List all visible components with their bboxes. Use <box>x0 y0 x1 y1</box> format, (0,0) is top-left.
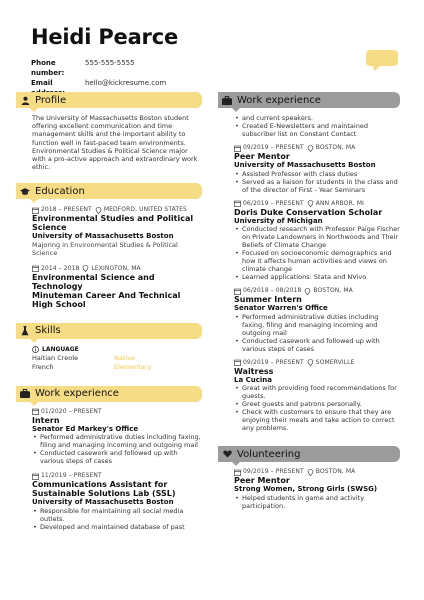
briefcase-icon <box>20 389 30 399</box>
volunteering-header <box>218 446 400 462</box>
entry-org: University of Massachusetts Boston <box>32 232 174 241</box>
entry-location: BOSTON, MA <box>315 468 356 475</box>
entry-date: 2018 – PRESENT <box>41 206 92 214</box>
language-row <box>16 354 202 363</box>
entry-location: LEXINGTON, MA <box>91 264 141 272</box>
work-experience-header <box>218 92 400 108</box>
bullet-item: • Developed and maintained database of past <box>32 523 202 531</box>
entry-location: SOMERVILLE <box>315 358 355 366</box>
language-heading <box>16 346 202 354</box>
email-value: hello@kickresume.com <box>85 79 167 87</box>
entry-location: MEDFORD, UNITED STATES <box>103 206 187 214</box>
entry-org: University of Massachusetts Boston <box>234 161 376 169</box>
location-pin-icon <box>95 207 102 214</box>
work-entry-continued <box>218 114 400 138</box>
profile-header <box>16 92 202 108</box>
bullet-item: • Learned applications: Stata and NVivo <box>234 273 400 281</box>
language-level: Elementary <box>114 362 152 371</box>
work-entry <box>218 287 400 353</box>
phone-value: 555-555-5555 <box>85 59 135 67</box>
education-section <box>16 183 202 309</box>
entry-bullets <box>234 494 400 510</box>
candidate-name: Heidi Pearce <box>31 25 179 49</box>
entry-bullets <box>32 507 202 531</box>
bullet-item: • Conducted research with Professor Paige Fischer on Private Landowners in Northwoods and Their Beliefs of Climate Change <box>234 225 400 249</box>
skills-section <box>16 323 202 372</box>
entry-meta <box>234 359 400 367</box>
entry-date: 06/2019 – PRESENT <box>243 199 304 207</box>
calendar-icon <box>234 469 241 476</box>
entry-meta <box>32 206 202 214</box>
entry-location: ANN ARBOR, MI <box>315 199 365 207</box>
bullet-item: • Helped students in game and activity participation. <box>234 494 400 510</box>
bullet-item: • Served as a liaison for students in the class and of the director of First - Year Seminars <box>234 178 400 194</box>
bullet-item: • Conducted casework and followed up with various steps of cases <box>32 449 202 465</box>
calendar-icon <box>234 145 241 152</box>
work-entry <box>218 144 400 194</box>
entry-bullets <box>234 225 400 281</box>
flask-icon <box>20 326 30 336</box>
language-name: French <box>32 362 54 371</box>
work-entry <box>218 359 400 433</box>
entry-desc: Majoring in Environmental Studies & Political Science <box>32 240 178 257</box>
calendar-icon <box>32 265 39 272</box>
calendar-icon <box>234 359 241 366</box>
language-label: LANGUAGE <box>42 345 79 353</box>
location-pin-icon <box>307 200 314 207</box>
location-pin-icon <box>307 359 314 366</box>
profile-title: Profile <box>35 94 67 106</box>
entry-bullets <box>32 433 202 465</box>
bullet-item: • Focused on socioeconomic demographics and how it affects human activities and views on climate change <box>234 249 400 273</box>
email-label: Email <box>31 79 53 87</box>
entry-title: Peer Mentor <box>234 476 290 485</box>
profile-section <box>16 92 202 171</box>
work-experience-section <box>16 386 202 531</box>
education-header <box>16 183 202 199</box>
entry-location: BOSTON, MA <box>315 144 356 151</box>
work-entry <box>218 200 400 282</box>
calendar-icon <box>32 473 39 480</box>
entry-location: BOSTON, MA <box>313 287 353 294</box>
entry-date: 09/2019 – PRESENT <box>243 468 304 475</box>
education-entry <box>16 265 202 309</box>
entry-title: Doris Duke Conservation Scholar <box>234 207 383 217</box>
language-row <box>16 363 202 372</box>
bullet-item: • Performed administrative duties including faxing, filing and managing incoming and outgoing mail <box>234 313 400 337</box>
entry-org: La Cucina <box>234 375 272 384</box>
work-experience-title: Work experience <box>237 94 321 106</box>
bullet-item: • Assisted Professor with class duties <box>234 170 400 178</box>
entry-title: Intern <box>32 415 60 425</box>
entry-date: 11/2019 – PRESENT <box>41 472 102 480</box>
entry-meta <box>234 200 400 208</box>
location-pin-icon <box>304 288 311 295</box>
education-title: Education <box>35 185 85 197</box>
entry-org: Strong Women, Strong Girls (SWSG) <box>234 485 378 493</box>
graduation-cap-icon <box>20 186 30 196</box>
entry-date: 01/2020 – PRESENT <box>41 407 102 415</box>
education-entry <box>16 206 202 257</box>
entry-meta <box>234 468 400 476</box>
phone-label: Phone number: <box>31 59 65 77</box>
bullet-item: • Check with customers to ensure that they are enjoying their meals and take action to correct any problems. <box>234 408 400 432</box>
entry-bullets <box>234 384 400 432</box>
work-experience-title: Work experience <box>35 388 119 400</box>
skills-title: Skills <box>35 325 61 337</box>
work-experience-continued-section <box>218 92 400 432</box>
entry-meta <box>234 144 400 152</box>
entry-org: University of Michigan <box>234 216 323 225</box>
work-entry <box>16 472 202 531</box>
entry-title: Communications Assistant for Sustainable Solutions Lab (SSL) <box>32 480 176 499</box>
speech-bubble-decoration <box>366 50 398 66</box>
location-pin-icon <box>307 145 314 152</box>
entry-org: Senator Ed Markey's Office <box>32 424 139 433</box>
language-name: Haitian Creole <box>32 353 79 362</box>
entry-org: Senator Warren's Office <box>234 304 328 312</box>
entry-title: Environmental Science and Technology <box>32 272 155 291</box>
bullet-item: • Conducted casework and followed up with various steps of cases <box>234 337 400 353</box>
entry-bullets <box>234 114 400 138</box>
entry-date: 06/2018 – 08/2018 <box>243 287 302 294</box>
right-column <box>218 92 400 510</box>
volunteer-entry <box>218 468 400 510</box>
entry-bullets <box>234 170 400 194</box>
user-icon <box>20 95 30 105</box>
entry-meta <box>32 265 202 273</box>
briefcase-icon <box>222 95 232 105</box>
bullet-item: • Created E-Newsletters and maintained subscriber list on Constant Contact <box>234 122 400 138</box>
heart-icon <box>222 449 232 459</box>
calendar-icon <box>234 200 241 207</box>
skills-header <box>16 323 202 339</box>
bullet-item: • Responsible for maintaining all social media outlets. <box>32 507 202 523</box>
bullet-continuation <box>234 114 400 122</box>
entry-title: Waitress <box>234 366 274 376</box>
entry-title: Environmental Studies and Political Science <box>32 214 194 233</box>
volunteering-title: Volunteering <box>237 448 301 460</box>
entry-bullets <box>234 313 400 353</box>
bullet-item: • Great with providing food recommendations for guests. <box>234 384 400 400</box>
entry-org: Minuteman Career And Technical High School <box>32 290 181 309</box>
entry-meta <box>32 472 202 480</box>
calendar-icon <box>234 288 241 295</box>
bullet-item: • Greet guests and patrons personally. <box>234 400 400 408</box>
left-column <box>16 92 202 531</box>
calendar-icon <box>32 207 39 214</box>
entry-org: University of Massachusetts Boston <box>32 498 174 507</box>
bullet-item: • Performed administrative duties including faxing, filing and managing incoming and outgoing mail <box>32 433 202 449</box>
entry-date: 09/2019 – PRESENT <box>243 144 304 151</box>
profile-text: The University of Massachusetts Boston student offering excellent communication and time management skills and the important ability to function well in fast-paced team environments. Environmental Studies & Political Science major with a pro-active approach and extraordinary work ethic. <box>32 114 198 172</box>
location-pin-icon <box>82 265 89 272</box>
calendar-icon <box>32 408 39 415</box>
info-icon <box>32 346 40 354</box>
location-pin-icon <box>307 469 314 476</box>
work-entry <box>16 408 202 466</box>
work-experience-header <box>16 386 202 402</box>
language-level: Native <box>114 353 136 362</box>
entry-title: Summer Intern <box>234 295 302 304</box>
entry-date: 09/2019 – PRESENT <box>243 358 304 366</box>
volunteering-section <box>218 446 400 510</box>
entry-meta <box>32 408 202 416</box>
bullet-text: and current speakers. <box>242 114 313 122</box>
entry-date: 2014 – 2018 <box>41 264 80 272</box>
entry-meta <box>234 287 400 295</box>
entry-title: Peer Mentor <box>234 152 290 161</box>
